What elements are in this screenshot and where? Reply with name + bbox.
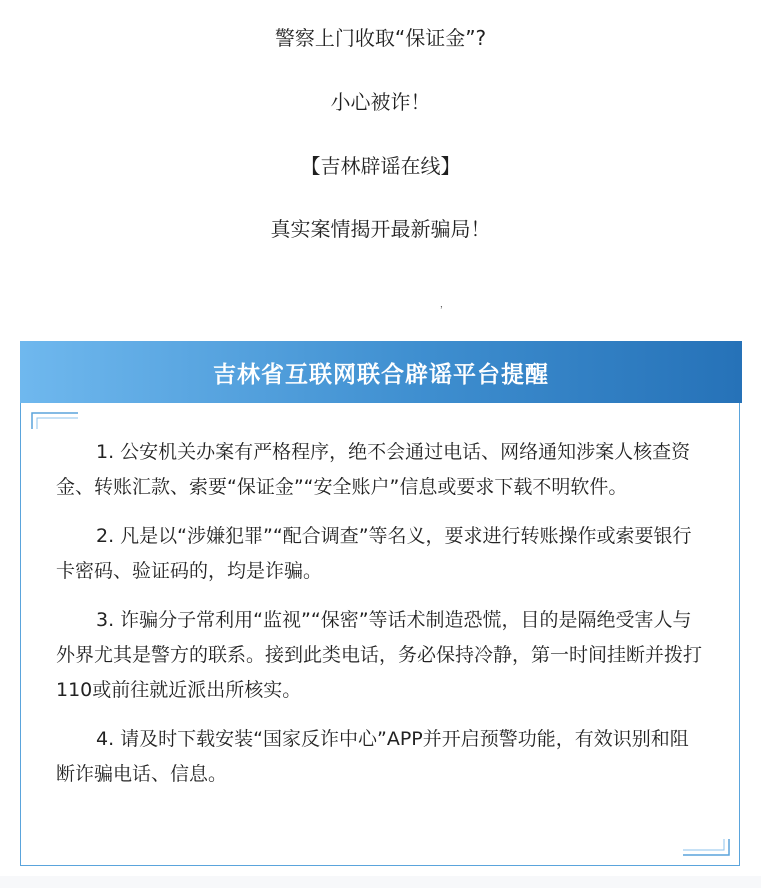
notice-item-1: 1. 公安机关办案有严格程序，绝不会通过电话、网络通知涉案人核查资金、转账汇款、索要“保证金”“安全账户”信息或要求下载不明软件。 <box>56 441 691 498</box>
notice-item-4: 4. 请及时下载安装“国家反诈中心”APP并开启预警功能，有效识别和阻断诈骗电话、信息。 <box>56 728 689 785</box>
separator-dot: ， <box>440 300 450 310</box>
bottom-strip <box>0 876 761 888</box>
corner-decoration-top-left-icon <box>30 411 80 431</box>
intro-line-4: 真实案情揭开最新骗局！ <box>270 217 491 241</box>
corner-decoration-bottom-right-icon <box>681 837 731 857</box>
notice-card <box>20 341 740 866</box>
notice-title: 吉林省互联网联合辟谣平台提醒 <box>213 361 549 388</box>
intro-line-2: 小心被诈！ <box>330 90 431 114</box>
notice-item-3: 3. 诈骗分子常利用“监视”“保密”等话术制造恐慌，目的是隔绝受害人与外界尤其是警方的联系。接到此类电话，务必保持冷静，第一时间挂断并拨打110或前往就近派出所核实。 <box>56 609 703 701</box>
notice-item-2: 2. 凡是以“涉嫌犯罪”“配合调查”等名义，要求进行转账操作或索要银行卡密码、验证码的，均是诈骗。 <box>56 525 692 582</box>
intro-line-3: 【吉林辟谣在线】 <box>300 154 461 178</box>
notice-body <box>56 435 706 806</box>
intro-line-1: 警察上门收取“保证金”? <box>274 26 487 50</box>
notice-header <box>20 341 742 403</box>
